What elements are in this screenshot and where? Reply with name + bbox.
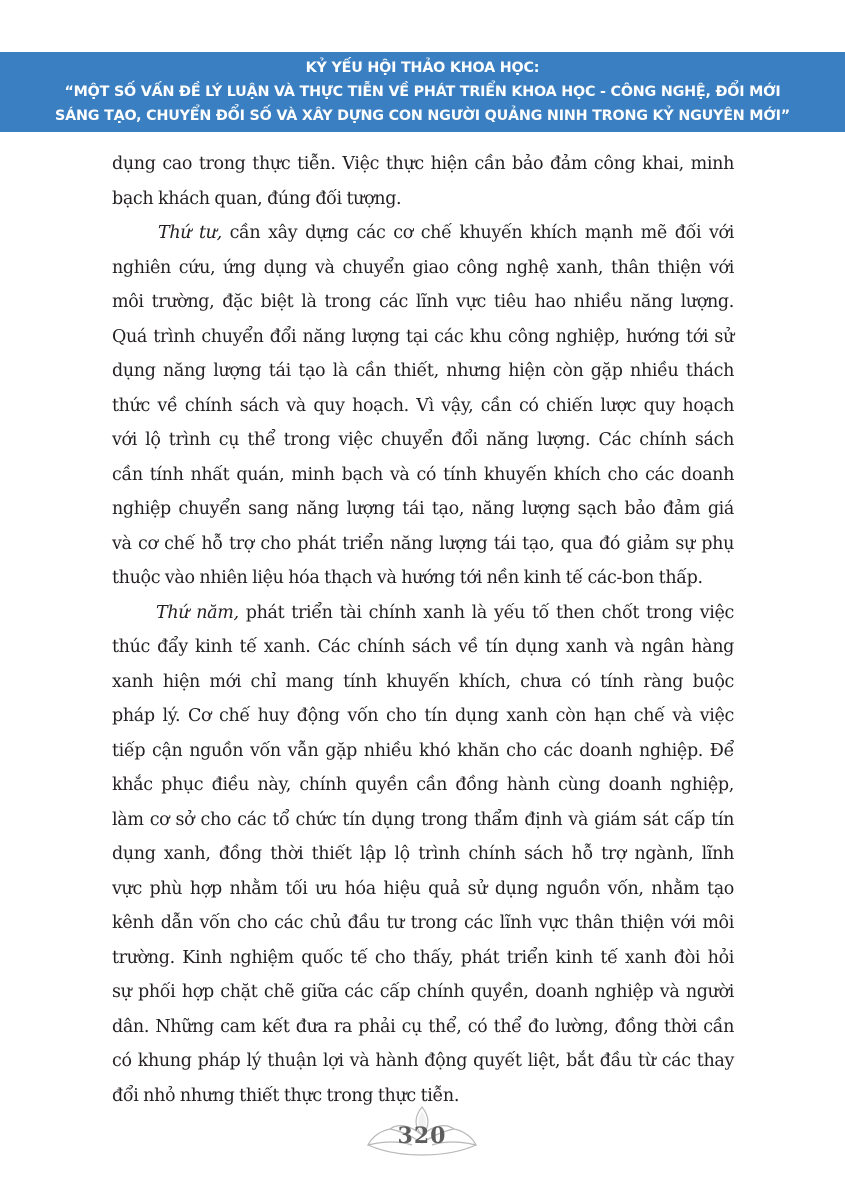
body-text xyxy=(112,147,734,1113)
paragraph-3-line: kênh dẫn vốn cho các chủ đầu tư trong các lĩnh vực thân thiện với môi xyxy=(112,913,734,933)
page-number: 320 xyxy=(397,1123,447,1149)
paragraph-3-line: vực phù hợp nhằm tối ưu hóa hiệu quả sử dụng nguồn vốn, nhằm tạo xyxy=(112,878,734,899)
paragraph-2-line: thuộc vào nhiên liệu hóa thạch và hướng tới nền kinh tế các-bon thấp. xyxy=(112,568,703,588)
paragraph-3-line: có khung pháp lý thuận lợi và hành động quyết liệt, bắt đầu từ các thay xyxy=(112,1051,734,1071)
paragraph-3-first-line xyxy=(112,596,734,631)
paragraph-2-first-line-text: cần xây dựng các cơ chế khuyến khích mạnh mẽ đối với xyxy=(221,223,734,243)
header-title: KỶ YẾU HỘI THẢO KHOA HỌC: xyxy=(305,60,540,76)
paragraph-1-line: dụng cao trong thực tiễn. Việc thực hiện cần bảo đảm công khai, minh xyxy=(112,154,734,174)
paragraph-2-line: nghiên cứu, ứng dụng và chuyển giao công nghệ xanh, thân thiện với xyxy=(112,257,734,278)
paragraph-2-line: cần tính nhất quán, minh bạch và có tính khuyến khích cho các doanh xyxy=(112,464,734,485)
paragraph-3-first-line-text: phát triển tài chính xanh là yếu tố then chốt trong việc xyxy=(238,602,734,623)
paragraph-3-line: khắc phục điều này, chính quyền cần đồng hành cùng doanh nghiệp, xyxy=(112,775,734,795)
header-subtitle-line-1: “MỘT SỐ VẤN ĐỀ LÝ LUẬN VÀ THỰC TIỄN VỀ PHÁT TRIỂN KHOA HỌC - CÔNG NGHỆ, ĐỔI MỚI xyxy=(64,84,781,100)
paragraph-3-lead: Thứ năm, xyxy=(156,602,239,623)
paragraph-2-lead: Thứ tư, xyxy=(158,223,222,243)
paragraph-3-line: sự phối hợp chặt chẽ giữa các cấp chính quyền, doanh nghiệp và người xyxy=(112,982,734,1002)
paragraph-3-line: dân. Những cam kết đưa ra phải cụ thể, có thể đo lường, đồng thời cần xyxy=(112,1016,734,1037)
paragraph-1-line: bạch khách quan, đúng đối tượng. xyxy=(112,188,402,209)
header-subtitle-line-2: SÁNG TẠO, CHUYỂN ĐỔI SỐ VÀ XÂY DỰNG CON NGƯỜI QUẢNG NINH TRONG KỶ NGUYÊN MỚI” xyxy=(55,108,790,124)
paragraph-3-line: làm cơ sở cho các tổ chức tín dụng trong thẩm định và giám sát cấp tín xyxy=(112,809,734,830)
running-header xyxy=(0,56,845,128)
paragraph-3-line: xanh hiện mới chỉ mang tính khuyến khích, chưa có tính ràng buộc xyxy=(112,671,734,692)
paragraph-2-line: và cơ chế hỗ trợ cho phát triển năng lượng tái tạo, qua đó giảm sự phụ xyxy=(112,533,734,554)
paragraph-2-line: dụng năng lượng tái tạo là cần thiết, nhưng hiện còn gặp nhiều thách xyxy=(112,361,734,381)
page-footer xyxy=(362,1103,482,1163)
paragraph-3-line: trường. Kinh nghiệm quốc tế cho thấy, phát triển kinh tế xanh đòi hỏi xyxy=(112,947,734,968)
paragraph-3-line: thúc đẩy kinh tế xanh. Các chính sách về tín dụng xanh và ngân hàng xyxy=(112,637,734,657)
paragraph-3-line: dụng xanh, đồng thời thiết lập lộ trình chính sách hỗ trợ ngành, lĩnh xyxy=(112,844,734,864)
paragraph-2-line: với lộ trình cụ thể trong việc chuyển đổi năng lượng. Các chính sách xyxy=(112,430,734,450)
paragraph-2-line: thức về chính sách và quy hoạch. Vì vậy, cần có chiến lược quy hoạch xyxy=(112,395,734,416)
paragraph-3-line: đổi nhỏ nhưng thiết thực trong thực tiễn. xyxy=(112,1085,460,1106)
paragraph-2-first-line xyxy=(112,216,734,251)
paragraph-2-line: nghiệp chuyển sang năng lượng tái tạo, năng lượng sạch bảo đảm giá xyxy=(112,499,734,519)
paragraph-2-line: môi trường, đặc biệt là trong các lĩnh vực tiêu hao nhiều năng lượng. xyxy=(112,292,734,312)
paragraph-3-line: tiếp cận nguồn vốn vẫn gặp nhiều khó khăn cho các doanh nghiệp. Để xyxy=(112,740,734,761)
paragraph-3-line: pháp lý. Cơ chế huy động vốn cho tín dụng xanh còn hạn chế và việc xyxy=(112,706,734,726)
paragraph-2-line: Quá trình chuyển đổi năng lượng tại các khu công nghiệp, hướng tới sử xyxy=(112,326,734,347)
